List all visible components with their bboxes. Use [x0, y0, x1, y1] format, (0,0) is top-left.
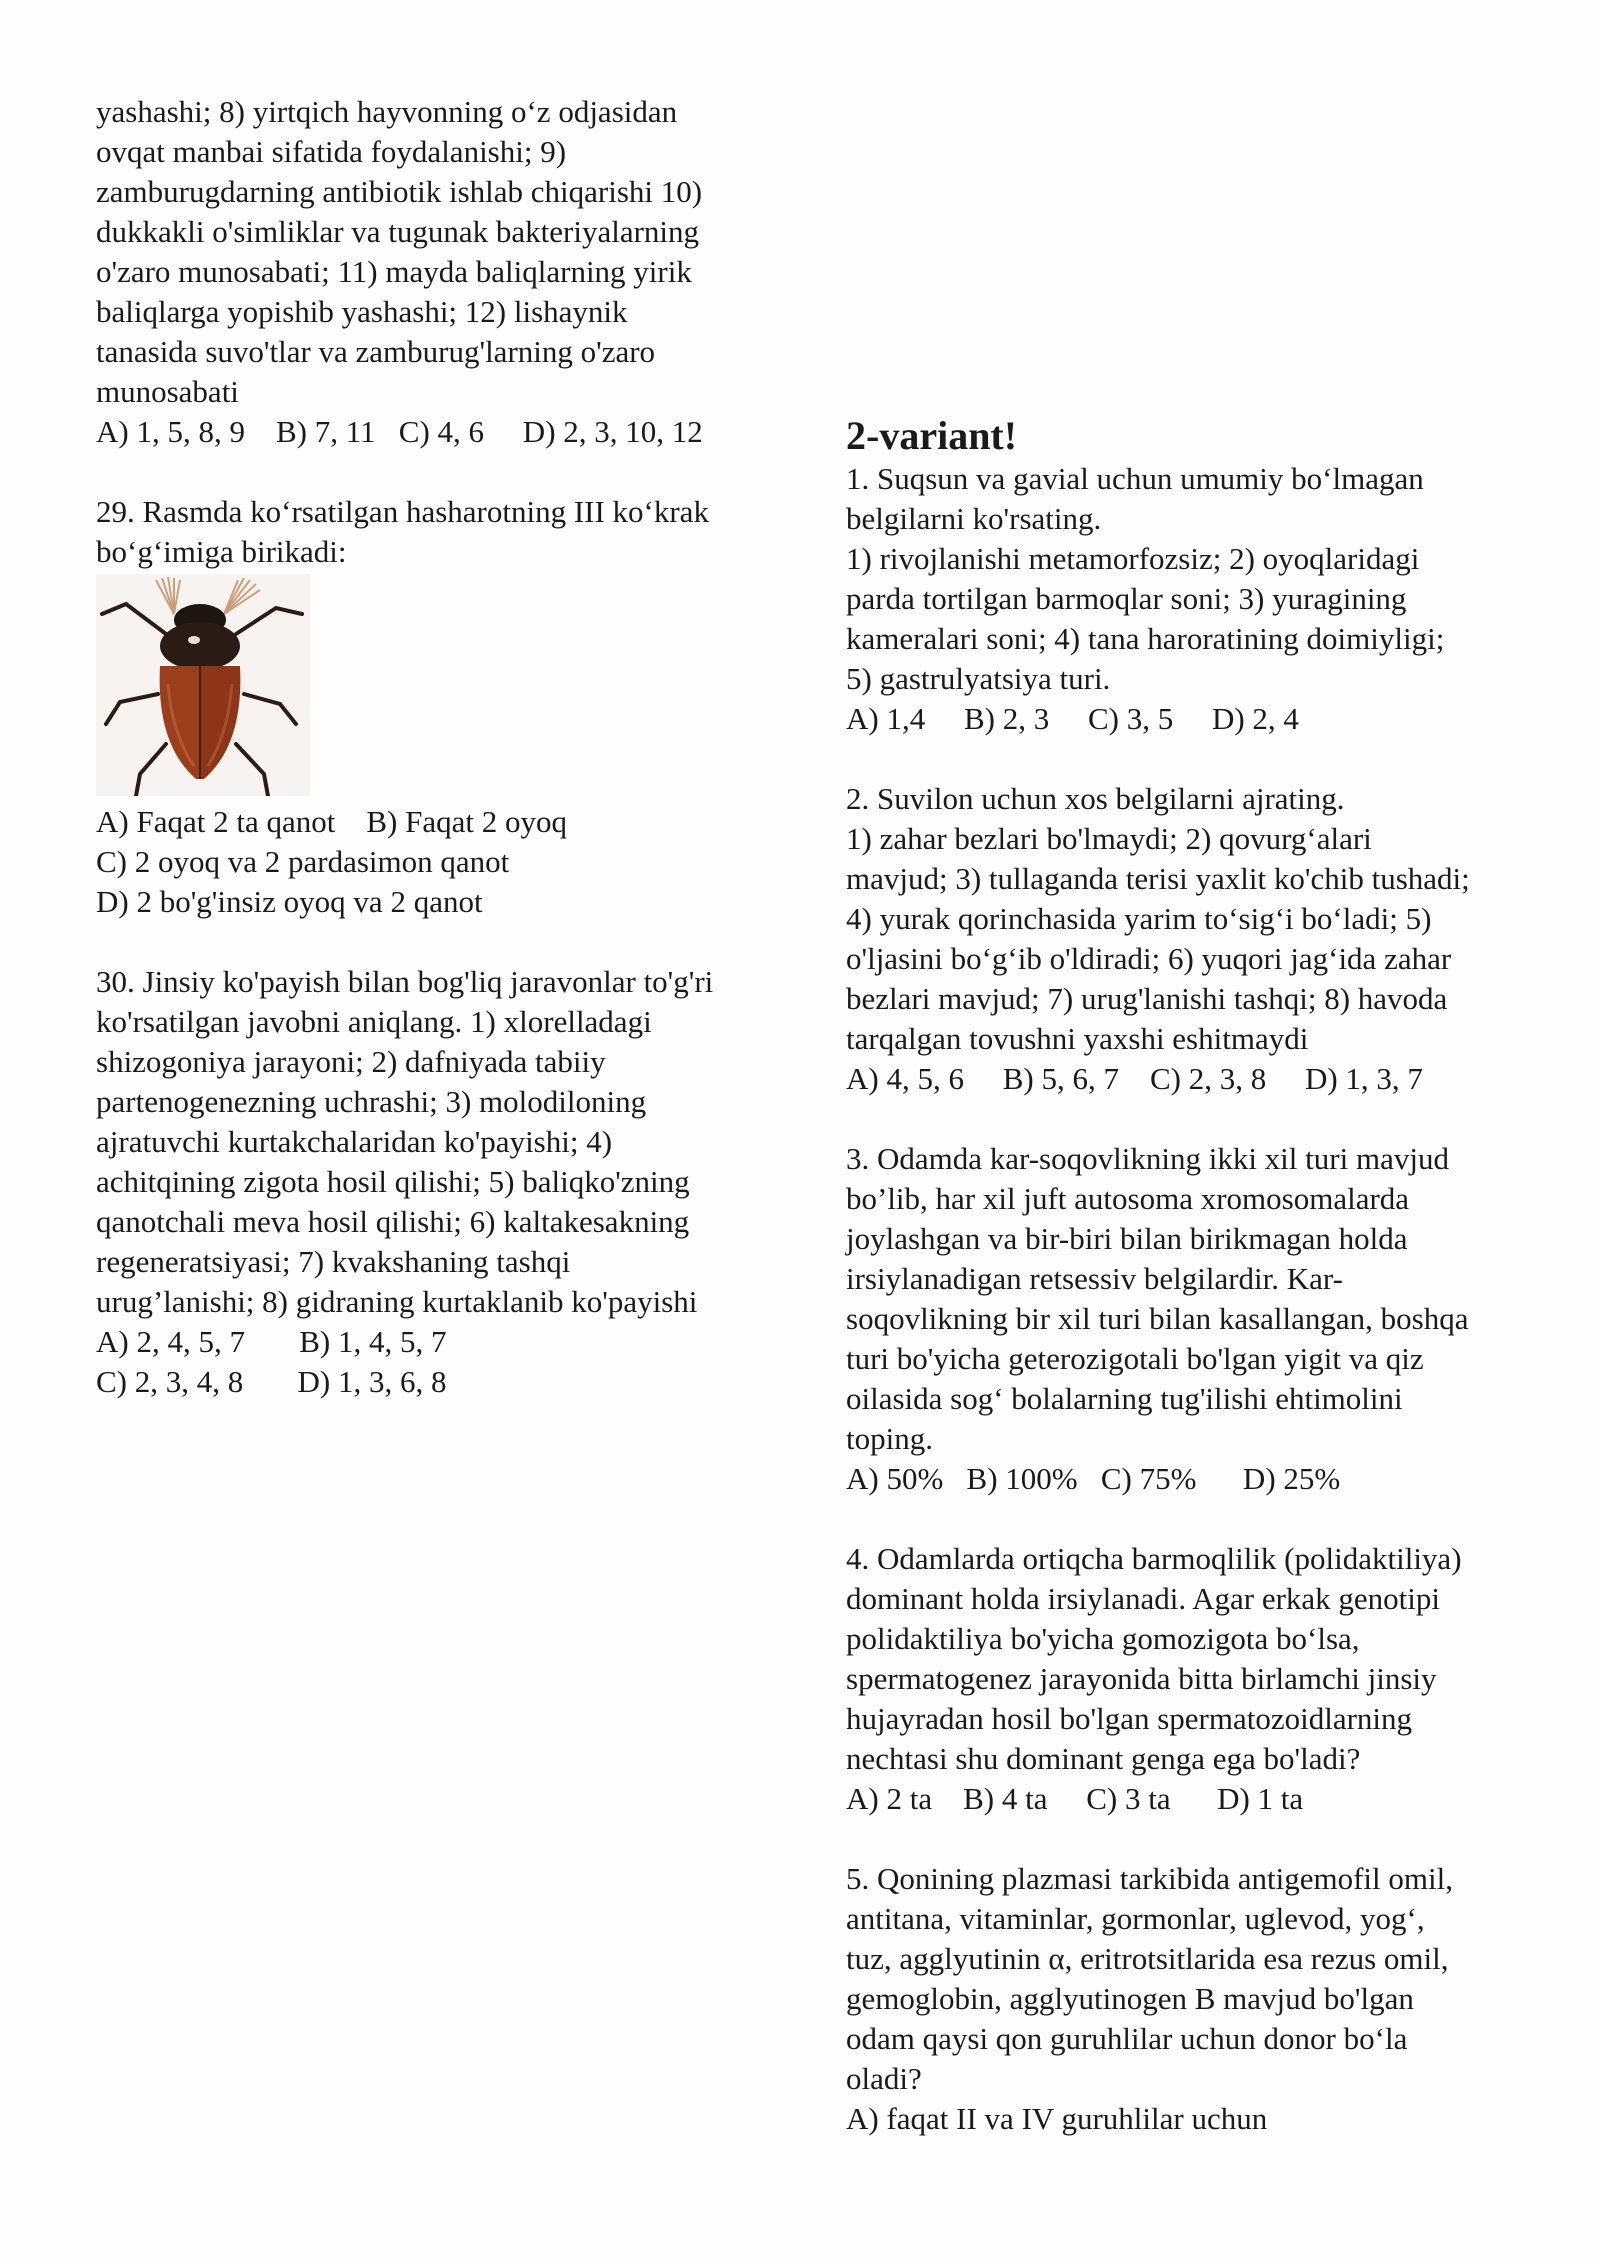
question-text: bo‘g‘imiga birikadi:	[96, 534, 347, 569]
question-text: belgilarni ko'rsating.	[846, 501, 1102, 536]
question-29	[96, 492, 746, 922]
answer-options: A) 1,4 B) 2, 3 C) 3, 5 D) 2, 4	[846, 701, 1299, 736]
question-text: hujayradan hosil bo'lgan spermatozoidlarning	[846, 1701, 1413, 1736]
answer-options: C) 2 oyoq va 2 pardasimon qanot	[96, 844, 510, 879]
question-text: nechtasi shu dominant genga ega bo'ladi?	[846, 1741, 1361, 1776]
answer-options: A) 2 ta B) 4 ta C) 3 ta D) 1 ta	[846, 1781, 1304, 1816]
text-line: yashashi; 8) yirtqich hayvonning o‘z odjasidan	[96, 94, 678, 129]
text-line: zamburugdarning antibiotik ishlab chiqarishi 10)	[96, 174, 703, 209]
answer-options: A) 2, 4, 5, 7 B) 1, 4, 5, 7	[96, 1324, 447, 1359]
question-text: antitana, vitaminlar, gormonlar, uglevod, yog‘,	[846, 1901, 1425, 1936]
question-1	[846, 459, 1506, 739]
question-text: kameralari soni; 4) tana haroratining doimiyligi;	[846, 621, 1445, 656]
question-text: 1) zahar bezlari bo'lmaydi; 2) qovurg‘alari	[846, 821, 1372, 856]
question-text: tuz, agglyutinin α, eritrotsitlarida esa rezus omil,	[846, 1941, 1449, 1976]
question-text: 5. Qonining plazmasi tarkibida antigemofil omil,	[846, 1861, 1453, 1896]
question-text: bezlari mavjud; 7) urug'lanishi tashqi; 8) havoda	[846, 981, 1448, 1016]
question-text: 29. Rasmda ko‘rsatilgan hasharotning III ko‘krak	[96, 494, 709, 529]
question-text: gemoglobin, agglyutinogen B mavjud bo'lgan	[846, 1981, 1414, 2016]
question-text: achitqining zigota hosil qilishi; 5) baliqko'zning	[96, 1164, 690, 1199]
answer-options: A) 4, 5, 6 B) 5, 6, 7 C) 2, 3, 8 D) 1, 3, 7	[846, 1061, 1423, 1096]
question-text: joylashgan va bir-biri bilan birikmagan holda	[846, 1221, 1408, 1256]
answer-options: A) Faqat 2 ta qanot B) Faqat 2 oyoq	[96, 804, 567, 839]
answer-options: C) 2, 3, 4, 8 D) 1, 3, 6, 8	[96, 1364, 447, 1399]
text-line: munosabati	[96, 374, 239, 409]
question-text: bo’lib, har xil juft autosoma xromosomalarda	[846, 1181, 1410, 1216]
answer-options: A) 1, 5, 8, 9 B) 7, 11 C) 4, 6 D) 2, 3, 10, 12	[96, 414, 703, 449]
question-text: odam qaysi qon guruhlilar uchun donor bo‘la	[846, 2021, 1408, 2056]
question-text: 4) yurak qorinchasida yarim to‘sig‘i bo‘ladi; 5)	[846, 901, 1432, 936]
question-text: oladi?	[846, 2061, 922, 2096]
question-text: 1. Suqsun va gavial uchun umumiy bo‘lmagan	[846, 461, 1424, 496]
answer-options: D) 2 bo'g'insiz oyoq va 2 qanot	[96, 884, 483, 919]
question-5	[846, 1859, 1506, 2139]
question-text: shizogoniya jarayoni; 2) dafniyada tabiiy	[96, 1044, 606, 1079]
text-line: tanasida suvo'tlar va zamburug'larning o'zaro	[96, 334, 656, 369]
question-text: ajratuvchi kurtakchalaridan ko'payishi; 4)	[96, 1124, 613, 1159]
q28-continuation	[96, 92, 746, 452]
left-column	[96, 92, 746, 1402]
beetle-image	[96, 574, 310, 796]
question-text: 2. Suvilon uchun xos belgilarni ajrating.	[846, 781, 1345, 816]
question-text: 5) gastrulyatsiya turi.	[846, 661, 1111, 696]
text-line: ovqat manbai sifatida foydalanishi; 9)	[96, 134, 567, 169]
question-text: qanotchali meva hosil qilishi; 6) kaltakesakning	[96, 1204, 690, 1239]
question-4	[846, 1539, 1506, 1819]
right-column	[846, 413, 1506, 2139]
question-text: turi bo'yicha geterozigotali bo'lgan yigit va qiz	[846, 1341, 1424, 1376]
question-text: 1) rivojlanishi metamorfozsiz; 2) oyoqlaridagi	[846, 541, 1420, 576]
question-text: regeneratsiyasi; 7) kvakshaning tashqi	[96, 1244, 571, 1279]
question-text: spermatogenez jarayonida bitta birlamchi jinsiy	[846, 1661, 1437, 1696]
question-text: dominant holda irsiylanadi. Agar erkak genotipi	[846, 1581, 1441, 1616]
question-text: partenogenezning uchrashi; 3) molodiloning	[96, 1084, 647, 1119]
question-text: 30. Jinsiy ko'payish bilan bog'liq jaravonlar to'g'ri	[96, 964, 714, 999]
answer-options: A) faqat II va IV guruhlilar uchun	[846, 2101, 1268, 2136]
text-line: dukkakli o'simliklar va tugunak bakteriyalarning	[96, 214, 700, 249]
question-text: ko'rsatilgan javobni aniqlang. 1) xlorelladagi	[96, 1004, 652, 1039]
question-3	[846, 1139, 1506, 1499]
question-text: parda tortilgan barmoqlar soni; 3) yuragining	[846, 581, 1407, 616]
text-line: o'zaro munosabati; 11) mayda baliqlarning yirik	[96, 254, 692, 289]
question-text: irsiylanadigan retsessiv belgilardir. Kar-	[846, 1261, 1343, 1296]
question-text: soqovlikning bir xil turi bilan kasallangan, boshqa	[846, 1301, 1469, 1336]
text-line: baliqlarga yopishib yashashi; 12) lishaynik	[96, 294, 628, 329]
question-text: 4. Odamlarda ortiqcha barmoqlilik (polidaktiliya)	[846, 1541, 1462, 1576]
variant-title: 2-variant!	[846, 413, 1018, 458]
question-text: polidaktiliya bo'yicha gomozigota bo‘lsa,	[846, 1621, 1360, 1656]
answer-options: A) 50% B) 100% C) 75% D) 25%	[846, 1461, 1341, 1496]
question-text: oilasida sog‘ bolalarning tug'ilishi ehtimolini	[846, 1381, 1403, 1416]
question-text: mavjud; 3) tullaganda terisi yaxlit ko'chib tushadi;	[846, 861, 1470, 896]
question-text: o'ljasini bo‘g‘ib o'ldiradi; 6) yuqori jag‘ida zahar	[846, 941, 1452, 976]
question-text: 3. Odamda kar-soqovlikning ikki xil turi mavjud	[846, 1141, 1449, 1176]
question-2	[846, 779, 1506, 1099]
question-text: toping.	[846, 1421, 933, 1456]
question-text: urug’lanishi; 8) gidraning kurtaklanib ko'payishi	[96, 1284, 698, 1319]
question-text: tarqalgan tovushni yaxshi eshitmaydi	[846, 1021, 1309, 1056]
question-30	[96, 962, 746, 1402]
